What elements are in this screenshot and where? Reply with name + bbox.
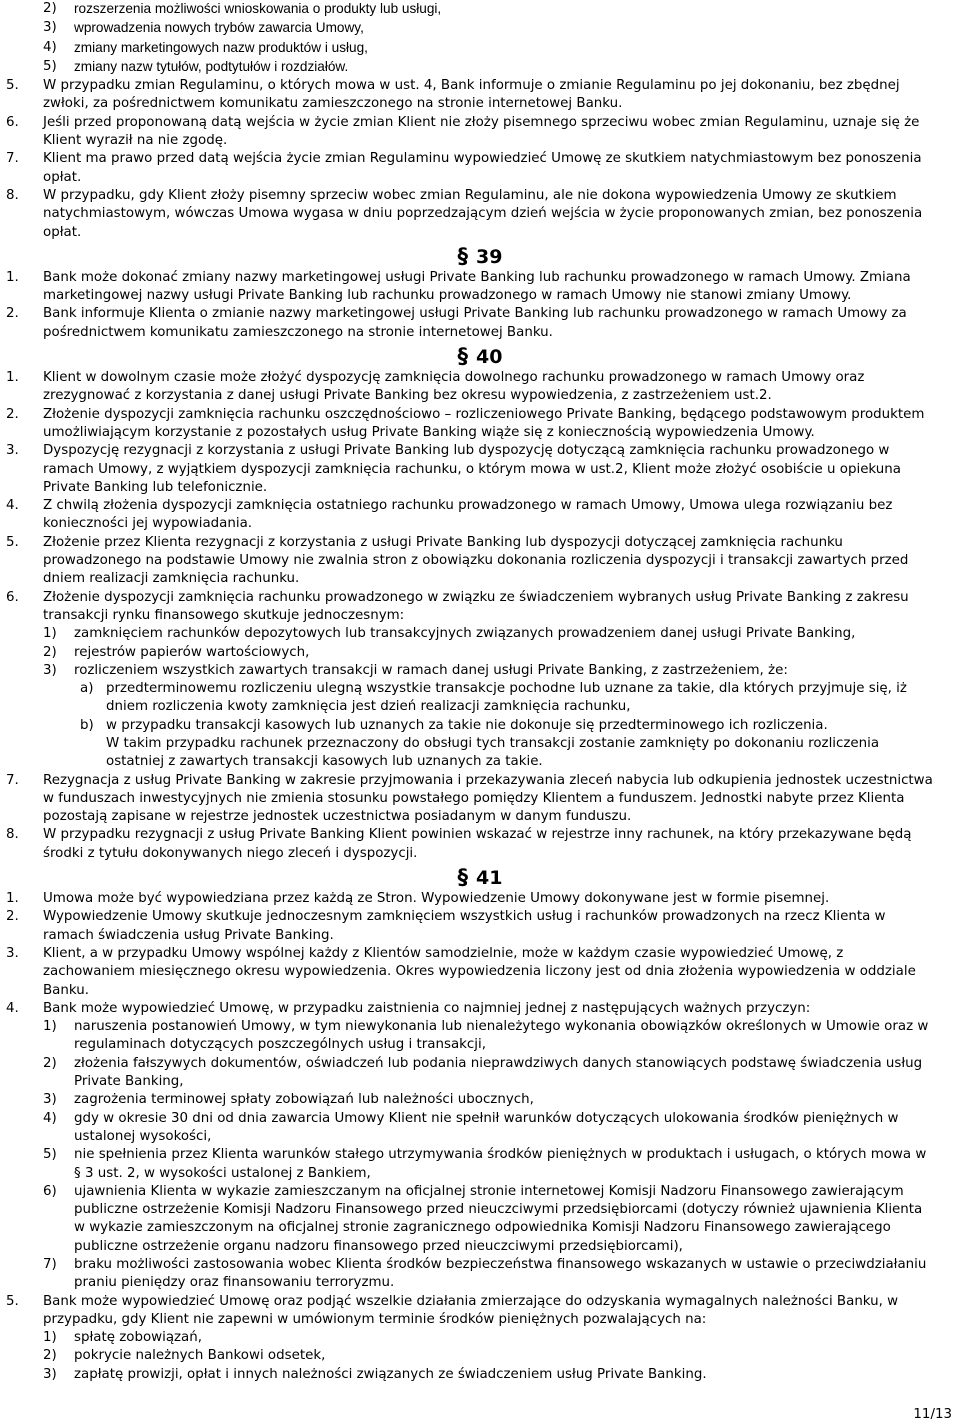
item-text: Wypowiedzenie Umowy skutkuje jednoczesnym zamknięciem wszystkich usług i rachunków prowadzonych na rzecz Klienta w ramach świadczenia usług Private Banking. [43, 909, 886, 943]
item-text: gdy w okresie 30 dni od dnia zawarcia Umowy Klient nie spełnił warunków dotyczących ulokowania środków pieniężnych w ustalonej wysokości, [74, 1110, 899, 1144]
item-number: 3. [6, 443, 19, 459]
item-text: wprowadzenia nowych trybów zawarcia Umowy, [74, 20, 364, 36]
item-text: Złożenie przez Klienta rezygnacji z korzystania z usługi Private Banking lub dyspozycji dotyczącej zamknięcia rachunku prowadzonego na podstawie Umowy nie zwalnia stron z obowiązku dokonania rozliczenia dyspozycji i transakcji zawartych przed dniem realizacji zamknięcia rachunku. [43, 534, 909, 587]
item-number: 2. [6, 909, 19, 925]
item-text: W przypadku rezygnacji z usług Private Banking Klient powinien wskazać w rejestrze inny rachunek, na który przekazywane będą środki z tytułu dokonywanych niego zleceń i dyspozycji. [43, 827, 912, 861]
list-item [0, 680, 960, 717]
numbered-paragraph [0, 269, 960, 306]
list-item [0, 625, 960, 643]
item-number: 5. [6, 534, 19, 550]
item-text: Bank może dokonać zmiany nazwy marketingowej usługi Private Banking lub rachunku prowadzonego w ramach Umowy. Zmiana marketingowej nazwy usługi Private Banking lub rachunku prowadzonego w ramach Umowy nie stanowi zmiany Umowy. [43, 269, 911, 304]
item-number: 4. [6, 498, 19, 514]
item-number: 3) [43, 1366, 57, 1382]
section-heading [0, 863, 960, 890]
item-text: spłatę zobowiązań, [74, 1330, 203, 1346]
item-number: 1. [6, 891, 19, 907]
numbered-paragraph [0, 369, 960, 406]
numbered-paragraph [0, 305, 960, 342]
list-item [0, 1055, 960, 1092]
item-text: Złożenie dyspozycji zamknięcia rachunku prowadzonego w związku ze świadczeniem wybranych usług Private Banking z zakresu transakcji rynku finansowego skutkuje jednoczesnym: [43, 589, 909, 623]
list-item [0, 58, 960, 77]
item-number: 2) [43, 644, 57, 660]
numbered-paragraph [0, 150, 960, 187]
item-number: 1. [6, 370, 19, 386]
item-number: 2. [6, 406, 19, 422]
item-number: 2) [43, 1348, 57, 1364]
item-number: 2) [43, 1, 57, 16]
item-number: 5) [43, 58, 57, 74]
numbered-paragraph [0, 497, 960, 534]
list-item [0, 717, 960, 735]
item-number: 7. [6, 151, 19, 167]
list-item [0, 19, 960, 38]
item-number: 1) [43, 626, 57, 642]
item-text: złożenia fałszywych dokumentów, oświadczeń lub podania nieprawdziwych danych stanowiących podstawę świadczenia usług Private Banking, [74, 1055, 923, 1090]
item-number: 4) [43, 39, 57, 55]
numbered-paragraph [0, 406, 960, 443]
item-number: 6. [6, 589, 19, 605]
item-text: ujawnienia Klienta w wykazie zamieszczanym na oficjalnej stronie internetowej Komisji Nadzoru Finansowego zawierającym publiczne ostrzeżenie Komisji Nadzoru Finansowego przed nieuczciwymi przedsiębiorcami (dotyczy również ujawnienia Klienta w wykazie zamieszczonym na oficjalnej stronie zagranicznego odpowiednika Komisji Nadzoru Finansowego zawierającego publiczne ostrzeżenie organu nadzoru finansowego przed nieuczciwymi przedsiębiorcami), [74, 1183, 923, 1254]
numbered-paragraph [0, 945, 960, 1000]
item-text: w przypadku transakcji kasowych lub uznanych za takie nie dokonuje się przedterminowego ich rozliczenia. [106, 717, 828, 733]
item-number: 6. [6, 114, 19, 130]
continuation-paragraph: W takim przypadku rachunek przeznaczony do obsługi tych transakcji zostanie zamknięty po dokonaniu rozliczenia ostatniej z zawartych transakcji kasowych lub uznanych za takie. [106, 735, 880, 770]
list-item [0, 1256, 960, 1293]
item-text: rozliczeniem wszystkich zawartych transakcji w ramach danej usługi Private Banking, z zastrzeżeniem, że: [74, 662, 788, 678]
section-heading [0, 242, 960, 269]
item-number: 4) [43, 1110, 57, 1126]
numbered-paragraph [0, 534, 960, 589]
item-number: 8. [6, 827, 19, 843]
item-number: 5) [43, 1147, 57, 1163]
numbered-paragraph [0, 187, 960, 242]
section-symbol: § [457, 344, 469, 369]
item-text: Z chwilą złożenia dyspozycji zamknięcia ostatniego rachunku prowadzonego w ramach Umowy, Umowa ulega rozwiązaniu bez konieczności jej wypowiadania. [43, 498, 893, 532]
item-text: rozszerzenia możliwości wnioskowania o produkty lub usługi, [74, 1, 442, 16]
item-text: Rezygnacja z usług Private Banking w zakresie przyjmowania i przekazywania zleceń nabycia lub odkupienia jednostek uczestnictwa w funduszach inwestycyjnych nie zmienia stosunku powstałego pomiędzy Klientem a funduszem. Jednostki nabyte przez Klienta pozostają zapisane w rejestrze jednostek uczestnictwa posiadanym w danym funduszu. [43, 772, 933, 825]
item-number: 6) [43, 1183, 57, 1199]
numbered-paragraph [0, 1293, 960, 1330]
item-number: 2. [6, 306, 19, 322]
list-item [0, 1018, 960, 1055]
item-text: Klient w dowolnym czasie może złożyć dyspozycję zamknięcia dowolnego rachunku prowadzonego w ramach Umowy oraz zrezygnować z korzystania z danej usługi Private Banking bez okresu wypowiedzenia, z zastrzeżeniem ust.2. [43, 370, 865, 404]
item-number: b) [80, 717, 94, 733]
section-number: 39 [476, 245, 503, 268]
item-text: W przypadku, gdy Klient złoży pisemny sprzeciw wobec zmian Regulaminu, ale nie dokona wypowiedzenia Umowy ze skutkiem natychmiastowym, wówczas Umowa wygasa w dniu poprzedzającym dzień wejścia w życie proponowanych zmian, bez ponoszenia opłat. [43, 187, 923, 240]
list-item [0, 1329, 960, 1347]
numbered-paragraph [0, 114, 960, 151]
item-number: 1) [43, 1019, 57, 1035]
item-text: Bank może wypowiedzieć Umowę oraz podjąć wszelkie działania zmierzające do odzyskania wymagalnych należności Banku, w przypadku, gdy Klient nie zapewni w umówionym terminie środków pieniężnych pozwalających na: [43, 1293, 899, 1327]
list-item [0, 1091, 960, 1109]
item-number: a) [80, 681, 94, 697]
numbered-paragraph [0, 908, 960, 945]
item-number: 2) [43, 1055, 57, 1071]
item-number: 1. [6, 269, 19, 285]
numbered-paragraph [0, 589, 960, 626]
item-text: przedterminowemu rozliczeniu ulegną wszystkie transakcje pochodne lub uznane za takie, dla których przyjmuje się, iż dniem rozliczenia kwoty zamknięcia jest dzień realizacji zamknięcia rachunku, [106, 681, 907, 715]
item-text: naruszenia postanowień Umowy, w tym niewykonania lub nienależytego wykonania obowiązków określonych w Umowie oraz w regulaminach dotyczących poszczególnych usług i transakcji, [74, 1019, 929, 1053]
item-number: 3. [6, 945, 19, 961]
item-text: zmiany marketingowych nazw produktów i usług, [74, 39, 368, 55]
item-text: Bank może wypowiedzieć Umowę, w przypadku zaistnienia co najmniej jednej z następujących ważnych przyczyn: [43, 1000, 811, 1016]
item-text: zagrożenia terminowej spłaty zobowiązań lub należności ubocznych, [74, 1092, 534, 1108]
item-text: W przypadku zmian Regulaminu, o których mowa w ust. 4, Bank informuje o zmianie Regulaminu po jej dokonaniu, bez zbędnej zwłoki, za pośrednictwem komunikatu zamieszczonego na stronie internetowej Banku. [43, 78, 900, 112]
item-number: 3) [43, 20, 57, 36]
list-item [0, 1183, 960, 1256]
item-text: Klient, a w przypadku Umowy wspólnej każdy z Klientów samodzielnie, może w każdym czasie wypowiedzieć Umowę, z zachowaniem miesięcznego okresu wypowiedzenia. Okres wypowiedzenia liczony jest od dnia złożenia wypowiedzenia w oddziale Banku. [43, 945, 916, 998]
section-symbol: § [457, 243, 469, 268]
item-number: 3) [43, 662, 57, 678]
numbered-paragraph [0, 442, 960, 497]
numbered-paragraph [0, 890, 960, 908]
item-text: nie spełnienia przez Klienta warunków stałego utrzymywania środków pieniężnych w produktach i usługach, o których mowa w § 3 ust. 2, w wysokości ustalonej z Bankiem, [74, 1147, 927, 1181]
list-item [0, 1110, 960, 1147]
numbered-paragraph [0, 772, 960, 827]
item-number: 7. [6, 772, 19, 788]
item-number: 5. [6, 78, 19, 94]
item-text: Umowa może być wypowiedziana przez każdą ze Stron. Wypowiedzenie Umowy dokonywane jest w formie pisemnej. [43, 891, 830, 907]
item-text: Klient ma prawo przed datą wejścia życie zmian Regulaminu wypowiedzieć Umowę ze skutkiem natychmiastowym bez ponoszenia opłat. [43, 151, 922, 185]
item-text: Dyspozycję rezygnacji z korzystania z usługi Private Banking lub dyspozycję dotyczącą zamknięcia rachunku prowadzonego w ramach Umowy, z wyjątkiem dyspozycji zamknięcia rachunku, o którym mowa w ust.2, Klient może złożyć osobiście u opiekuna Private Banking lub telefonicznie. [43, 443, 901, 495]
item-text: Jeśli przed proponowaną datą wejścia w życie zmian Klient nie złoży pisemnego sprzeciwu wobec zmian Regulaminu, uznaje się że Klient wyraził na nie zgodę. [43, 114, 920, 149]
list-item [0, 39, 960, 58]
item-number: 8. [6, 187, 19, 203]
numbered-paragraph [0, 1000, 960, 1018]
item-number: 7) [43, 1257, 57, 1272]
numbered-paragraph [0, 77, 960, 114]
numbered-paragraph [0, 826, 960, 863]
item-text: Bank informuje Klienta o zmianie nazwy marketingowej usługi Private Banking lub rachunku prowadzonego w ramach Umowy za pośrednictwem komunikatu zamieszczonego na stronie internetowej Banku. [43, 306, 907, 340]
section-number: 41 [476, 867, 503, 890]
page-number: 11/13 [913, 1406, 952, 1422]
item-text: zapłatę prowizji, opłat i innych należności związanych ze świadczeniem usług Private Banking. [74, 1366, 707, 1382]
item-text: zmiany nazw tytułów, podtytułów i rozdziałów. [74, 58, 349, 74]
item-number: 1) [43, 1330, 57, 1346]
list-item [0, 1347, 960, 1365]
item-text: braku możliwości zastosowania wobec Klienta środków bezpieczeństwa finansowego wskazanych w ustawie o przeciwdziałaniu praniu pieniędzy oraz finansowaniu terroryzmu. [74, 1257, 927, 1291]
item-number: 5. [6, 1293, 19, 1309]
section-heading [0, 342, 960, 369]
item-number: 3) [43, 1092, 57, 1108]
section-symbol: § [457, 865, 469, 890]
item-text: rejestrów papierów wartościowych, [74, 644, 310, 660]
section-number: 40 [476, 346, 503, 369]
item-text: pokrycie należnych Bankowi odsetek, [74, 1348, 326, 1364]
item-text: Złożenie dyspozycji zamknięcia rachunku oszczędnościowo – rozliczeniowego Private Banking, będącego podstawowym produktem umożliwiającym korzystanie z pozostałych usług Private Banking wiąże się z koniecznością wypowiedzenia Umowy. [43, 406, 925, 440]
list-item [0, 644, 960, 662]
list-item [0, 662, 960, 680]
item-text: zamknięciem rachunków depozytowych lub transakcyjnych związanych prowadzeniem danej usługi Private Banking, [74, 626, 856, 642]
list-item [0, 1146, 960, 1183]
item-number: 4. [6, 1000, 19, 1016]
list-item [0, 0, 960, 19]
list-item [0, 1366, 960, 1384]
